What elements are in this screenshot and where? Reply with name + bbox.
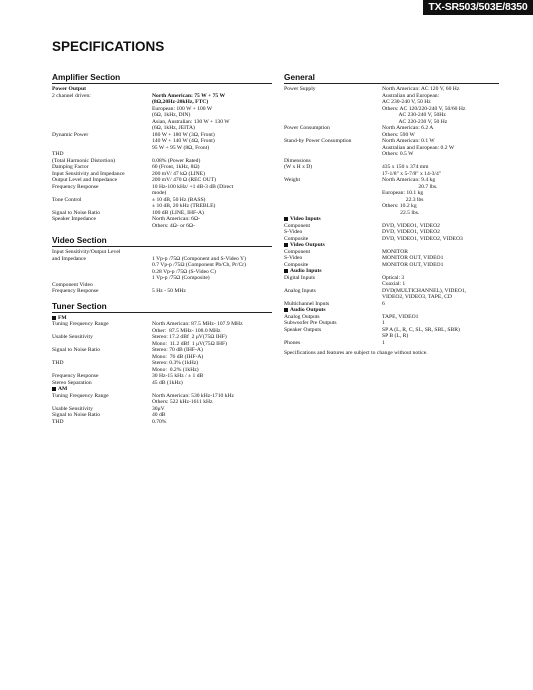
spec-label: Frequency Response xyxy=(52,288,99,294)
spec-value-line: Others: 590 W xyxy=(382,131,415,138)
spec-value-line: Others: 10.2 kg xyxy=(382,203,417,209)
spec-value-line: 100 dB (LINE, IHF-A) xyxy=(152,209,204,216)
spec-label: (Total Harmonic Distortion) xyxy=(52,157,115,164)
spec-label: Component xyxy=(284,222,311,229)
spec-value-line: 0.08% (Power Rated) xyxy=(152,157,201,164)
spec-row xyxy=(52,347,272,360)
spec-value-line: North American: 530 kHz-1710 kHz xyxy=(152,392,235,399)
spec-value xyxy=(152,216,272,229)
spec-label: S-Video xyxy=(284,255,303,261)
spec-value-line: 22.3 lbs xyxy=(382,196,424,203)
spec-value xyxy=(382,262,499,269)
spec-value-line: ± 10 dB, 50 Hz (BASS) xyxy=(152,196,206,203)
spec-value-line: Others: 0.5 W xyxy=(382,151,414,157)
section-general xyxy=(284,72,499,346)
spec-label: Analog Outputs xyxy=(284,313,320,320)
spec-value xyxy=(382,340,499,347)
spec-row xyxy=(52,184,272,197)
spec-value-line: AC 220-230 V, 50 Hz xyxy=(382,118,448,125)
spec-value-line: Mono: 0.2% (1kHz) xyxy=(152,366,199,373)
spec-value-line: AC 230-240 V, 50 Hz xyxy=(382,99,431,105)
spec-label: Dynamic Power xyxy=(52,131,89,138)
spec-value-line: 0.28 Vp-p /75Ω (S-Video C) xyxy=(152,268,216,275)
spec-value-line: (6Ω, 1kHz, DIN) xyxy=(152,112,191,118)
spec-value xyxy=(382,138,499,158)
spec-label: Tuning Frequency Range xyxy=(52,392,109,399)
spec-value-line: 140 W + 140 W (4Ω, Front) xyxy=(152,138,215,144)
spec-value-line: VIDEO2, VIDEO3, TAPE, CD xyxy=(382,294,452,300)
spec-row xyxy=(284,138,499,158)
spec-value xyxy=(152,197,272,210)
spec-value-line: Others: 522 kHz-1611 kHz xyxy=(152,399,213,405)
spec-label: Input Sensitivity and Impedance xyxy=(52,170,125,177)
spec-label: Stereo Separation xyxy=(52,379,92,386)
spec-row xyxy=(52,393,272,406)
spec-value-line: 0.7 Vp-p /75Ω (Component Pb/Cb, Pr/Cr) xyxy=(152,262,247,268)
spec-value-line: 1 Vp-p /75Ω (Component and S-Video Y) xyxy=(152,255,246,262)
spec-row xyxy=(52,360,272,373)
spec-value-line: Mono: 11.2 dBf 1 μV(75Ω IHF) xyxy=(152,340,228,347)
spec-value-line: 60 (Front, 1kHz, 8Ω) xyxy=(152,164,200,170)
subsection-label: AM xyxy=(58,386,68,392)
spec-value-line: DVD, VIDEO1, VIDEO2, VIDEO3 xyxy=(382,235,463,242)
spec-value-line: 180 W + 180 W (3Ω, Front) xyxy=(152,131,215,138)
spec-label: Signal to Noise Ratio xyxy=(52,209,101,216)
spec-row xyxy=(52,321,272,334)
spec-label: Damping Factor xyxy=(52,164,89,170)
spec-value-line: North American: 0.1 W xyxy=(382,138,435,144)
section-heading: General xyxy=(284,72,499,84)
spec-value-line: (8Ω,20Hz-20kHz, FTC) xyxy=(152,99,209,105)
spec-label: Tone Control xyxy=(52,196,82,203)
spec-value xyxy=(382,86,499,125)
section-heading: Video Section xyxy=(52,235,272,247)
right-column xyxy=(284,72,499,357)
spec-value-line: 1 Vp-p /75Ω (Composite) xyxy=(152,275,210,281)
spec-row xyxy=(52,380,272,387)
spec-value-line: (6Ω, 1kHz, JEITA) xyxy=(152,125,195,131)
spec-label: THD xyxy=(52,418,64,425)
subsection-label: Audio Outputs xyxy=(290,307,326,313)
spec-label: Component Video xyxy=(52,281,93,288)
spec-label: Phones xyxy=(284,339,301,346)
spec-value-line: North American: 6.2 A xyxy=(382,125,434,131)
spec-row xyxy=(284,340,499,347)
left-column xyxy=(52,72,272,429)
spec-row xyxy=(284,288,499,301)
spec-row xyxy=(52,334,272,347)
spec-value-line: European: 100 W + 100 W xyxy=(152,105,213,112)
spec-value xyxy=(382,288,499,301)
spec-label: Digital Inputs xyxy=(284,274,315,281)
spec-value xyxy=(152,393,272,406)
spec-value xyxy=(152,380,272,387)
spec-value-line: North American: 75 W + 75 W xyxy=(152,92,226,99)
spec-value-line: 40 dB xyxy=(152,412,166,418)
spec-value-line: 95 W + 95 W (8Ω, Front) xyxy=(152,144,210,151)
spec-value xyxy=(382,125,499,138)
spec-value xyxy=(152,93,272,132)
spec-label: Weight xyxy=(284,177,301,183)
spec-row xyxy=(284,177,499,216)
subsection-label: Audio Inputs xyxy=(290,268,322,274)
spec-value-line: Stereo: 0.3% (1kHz) xyxy=(152,360,199,366)
spec-value xyxy=(382,236,499,243)
spec-row xyxy=(284,164,499,177)
spec-label: 2 channel driven: xyxy=(52,92,91,99)
spec-row xyxy=(52,256,272,282)
subsection-label: FM xyxy=(58,314,67,321)
spec-value-line: SP B (L, R) xyxy=(382,333,409,339)
subsection-label: Video Outputs xyxy=(290,242,325,248)
spec-value-line: 20.7 lbs. xyxy=(382,183,438,190)
spec-label: Stand-by Power Consumption xyxy=(284,138,352,144)
spec-value-line: 1 xyxy=(382,320,385,326)
spec-value xyxy=(152,288,272,295)
spec-value-line: 30μV xyxy=(152,405,165,412)
spec-label: Usable Sensitivity xyxy=(52,334,93,340)
spec-value-line: Mono: 76 dB (IHF-A) xyxy=(152,353,204,360)
spec-value-line: Others: 4Ω- or 6Ω- xyxy=(152,222,195,229)
spec-value xyxy=(152,184,272,197)
spec-value-line: Other: 87.5 MHz- 108.0 MHz xyxy=(152,327,221,334)
spec-value-line: DVD, VIDEO1, VIDEO2 xyxy=(382,222,440,229)
spec-value xyxy=(152,334,272,347)
spec-row xyxy=(284,327,499,340)
spec-value-line: Asian, Australian: 130 W + 130 W xyxy=(152,118,230,125)
spec-value-line: Stereo: 17.2 dBf 2 μV(75Ω IHF) xyxy=(152,334,227,340)
spec-value-line: 200 mV/ 47 kΩ (LINE) xyxy=(152,170,205,177)
spec-label: Frequency Response xyxy=(52,373,99,379)
section-tuner-section xyxy=(52,301,272,426)
spec-value-line: DVD, VIDEO1, VIDEO2 xyxy=(382,229,440,235)
square-bullet-icon xyxy=(284,269,288,273)
spec-value-line: Optical: 3 xyxy=(382,274,405,281)
section-heading: Tuner Section xyxy=(52,301,272,313)
spec-value-line: AC 230-240 V, 50Hz xyxy=(382,112,446,118)
spec-value-line: MONITOR xyxy=(382,248,409,255)
spec-row xyxy=(52,419,272,426)
spec-label: Dimensions xyxy=(284,157,311,164)
spec-value-line: mode) xyxy=(152,190,167,196)
spec-label: Speaker Impedance xyxy=(52,216,96,222)
spec-label: Signal to Noise Ratio xyxy=(52,347,101,353)
spec-value-line: 0.70% xyxy=(152,418,167,425)
spec-value-line: Stereo: 70 dB (IHF-A) xyxy=(152,347,203,353)
spec-value-line: 1 xyxy=(382,339,385,346)
spec-label: Analog Inputs xyxy=(284,287,316,294)
spec-label: Speaker Outputs xyxy=(284,326,322,333)
spec-value-line: SP A (L, R, C, SL, SR, SBL, SBR) xyxy=(382,326,460,333)
disclaimer-note: Specifications and features are subject to change without notice. xyxy=(284,350,428,356)
spec-row xyxy=(52,216,272,229)
spec-value-line: DVD(MULTICHANNEL), VIDEO1, xyxy=(382,287,467,294)
spec-label: Usable Sensitivity xyxy=(52,405,93,412)
spec-value-line: 6 xyxy=(382,300,385,307)
spec-value-line: 30 Hz-15 kHz / ± 1 dB xyxy=(152,373,204,379)
page-title: SPECIFICATIONS xyxy=(52,39,165,54)
spec-value-line: North American: 87.5 MHz- 107.9 MHz xyxy=(152,321,243,327)
spec-label: Multichannel Inputs xyxy=(284,300,330,307)
spec-row xyxy=(284,86,499,125)
spec-row xyxy=(52,132,272,152)
spec-value-line: ± 10 dB, 20 kHz (TREBLE) xyxy=(152,203,216,209)
spec-value-line: Australian and European: xyxy=(382,92,440,99)
spec-value-line: European: 10.1 kg xyxy=(382,190,424,196)
spec-value-line: North American: AC 120 V, 60 Hz xyxy=(382,86,460,92)
spec-value-line: 200 mV/ 470 Ω (REC OUT) xyxy=(152,177,216,183)
spec-value-line: 22.5 lbs. xyxy=(382,209,420,216)
spec-value xyxy=(152,256,272,282)
spec-value xyxy=(152,347,272,360)
spec-label: Input Sensitivity/Output Level xyxy=(52,249,121,255)
square-bullet-icon xyxy=(284,217,288,221)
spec-label: Signal to Noise Ratio xyxy=(52,412,101,418)
spec-value xyxy=(152,360,272,373)
square-bullet-icon xyxy=(284,243,288,247)
spec-value xyxy=(152,132,272,152)
spec-label: Power Consumption xyxy=(284,125,330,131)
section-amplifier-section xyxy=(52,72,272,229)
spec-value-line: MONITOR OUT, VIDEO1 xyxy=(382,255,444,261)
spec-value-line: 435 x 150 x 374 mm xyxy=(382,164,429,170)
spec-label: THD xyxy=(52,151,64,157)
spec-value xyxy=(152,321,272,334)
spec-label: Composite xyxy=(284,235,309,242)
spec-row xyxy=(284,275,499,288)
spec-label: Power Supply xyxy=(284,86,316,92)
spec-value-line: North American: 6Ω- xyxy=(152,216,200,222)
spec-label: S-Video xyxy=(284,229,303,235)
spec-label: Frequency Response xyxy=(52,183,99,190)
square-bullet-icon xyxy=(284,308,288,312)
spec-label: and Impedance xyxy=(52,255,87,262)
spec-label: THD xyxy=(52,360,64,366)
model-tag: TX-SR503/503E/8350 xyxy=(423,0,533,15)
spec-label: Tuning Frequency Range xyxy=(52,321,109,327)
spec-row xyxy=(52,288,272,295)
square-bullet-icon xyxy=(52,387,56,391)
spec-value-line: North American: 9.4 kg xyxy=(382,177,436,183)
spec-label: Composite xyxy=(284,261,309,268)
spec-value-line: Coaxial: 1 xyxy=(382,281,406,287)
spec-value-line: Others: AC 120/220-240 V, 50/60 Hz xyxy=(382,105,466,112)
spec-row xyxy=(52,197,272,210)
spec-label: Power Output xyxy=(52,86,86,92)
spec-row xyxy=(52,93,272,132)
spec-value xyxy=(382,275,499,288)
spec-value-line: MONITOR OUT, VIDEO1 xyxy=(382,261,444,268)
spec-label: Output Level and Impedance xyxy=(52,177,118,183)
spec-value-line: 17-1/8" x 5-7/8" x 14-3/4" xyxy=(382,170,442,177)
section-heading: Amplifier Section xyxy=(52,72,272,84)
subsection-label: Video Inputs xyxy=(290,216,321,222)
spec-value-line: 45 dB (1kHz) xyxy=(152,379,183,386)
spec-label: Subwoofer Pre Outputs xyxy=(284,320,337,326)
square-bullet-icon xyxy=(52,316,56,320)
section-video-section xyxy=(52,235,272,295)
spec-row xyxy=(284,125,499,138)
spec-value-line: TAPE, VIDEO1 xyxy=(382,313,419,320)
spec-value xyxy=(152,419,272,426)
spec-label: (W x H x D) xyxy=(284,164,313,170)
spec-value-line: 10 Hz-100 kHz/ +1 dB-3 dB (Direct xyxy=(152,183,234,190)
spec-value-line: Australian and European: 0.2 W xyxy=(382,144,455,151)
spec-label: Component xyxy=(284,248,311,255)
spec-value xyxy=(382,164,499,177)
spec-value xyxy=(382,301,499,308)
spec-value xyxy=(382,327,499,340)
spec-value-line: 5 Hz - 50 MHz xyxy=(152,288,186,294)
spec-value xyxy=(382,177,499,216)
